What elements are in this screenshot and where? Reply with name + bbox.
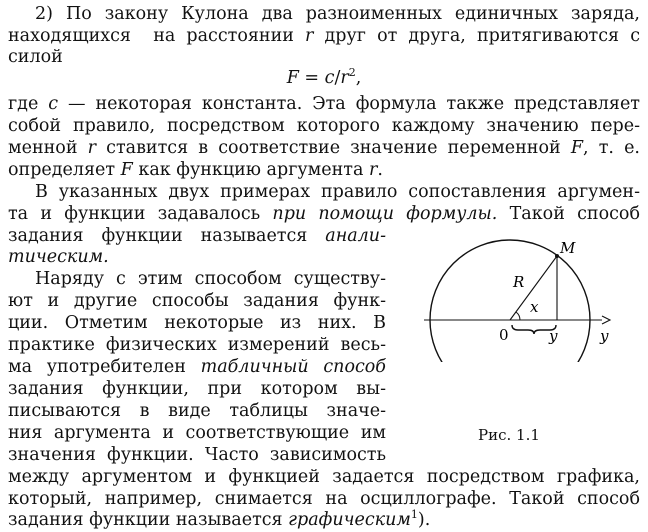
point-m	[555, 254, 559, 258]
text-line-3: силой	[8, 47, 63, 67]
text-line-5: собой правило, посредством которого каждому значению пере-	[8, 116, 640, 136]
text-line-11-emph: тическим.	[8, 247, 109, 267]
label-y-axis: y	[600, 327, 609, 345]
label-origin: 0	[499, 326, 509, 344]
text-line-9-a: та и функции задавалось	[8, 204, 273, 224]
text-line-23-emph: графическим	[288, 510, 411, 530]
text-line-1: 2) По закону Кулона два разноименных единичных заряда,	[35, 4, 640, 24]
text-line-16-a: ма употребителен	[8, 357, 201, 377]
text-line-10-emph: анали-	[325, 226, 386, 246]
text-line-9-c: Такой способ	[497, 204, 640, 224]
text-line-8: В указанных двух примерах правило сопоставления аргумен-	[35, 182, 640, 202]
text-line-11	[8, 247, 386, 268]
figure-circle-diagram	[420, 232, 640, 362]
text-line-12: Наряду с этим способом существу-	[35, 269, 386, 289]
text-line-23-a: задания функции называется	[8, 510, 289, 530]
text-line-15: практике физических измерений весь-	[8, 335, 386, 355]
formula-coulomb: $F = c/r^2$,	[286, 66, 362, 88]
label-x: x	[530, 298, 539, 316]
angle-arc	[516, 312, 520, 320]
text-line-7: определяет F как функцию аргумента r.	[8, 160, 383, 180]
text-line-18: писываются в виде таблицы значе-	[8, 401, 386, 421]
text-line-16-emph: табличный способ	[200, 357, 386, 377]
text-line-4: где c — некоторая константа. Эта формула также представляет	[8, 94, 640, 114]
axis-arrow-icon	[602, 316, 610, 324]
text-line-17: задания функции, при котором вы-	[8, 379, 386, 399]
figure-caption: Рис. 1.1	[478, 426, 540, 444]
text-line-21: между аргументом и функцией задается посредством графика,	[8, 467, 640, 487]
text-line-10-a: задания функции называется	[8, 226, 326, 246]
text-line-23-d: ).	[417, 510, 431, 530]
text-line-23	[8, 510, 640, 531]
text-line-22: который, например, снимается на осциллографе. Такой способ	[8, 489, 640, 509]
text-line-19: ния аргумента и соответствующие им	[8, 423, 386, 443]
footnote-marker: 1	[410, 508, 418, 521]
unit-circle	[430, 240, 590, 362]
text-line-20: значения функции. Часто зависимость	[8, 445, 386, 465]
text-line-9	[8, 204, 640, 225]
label-m: M	[560, 239, 576, 257]
label-r: R	[513, 273, 525, 291]
text-line-9-emph: при помощи формулы.	[272, 204, 498, 224]
text-line-14: ции. Отметим некоторые из них. В	[8, 313, 386, 333]
text-line-6: менной r ставится в соответствие значение переменной F, т. е.	[8, 138, 640, 158]
label-y-segment: y	[549, 327, 558, 345]
text-line-2: находящихся на расстоянии r друг от друга, притягиваются с	[8, 26, 641, 46]
text-line-13: ют и другие способы задания функ-	[8, 291, 386, 311]
text-line-16	[8, 357, 386, 378]
text-line-10	[8, 226, 386, 247]
